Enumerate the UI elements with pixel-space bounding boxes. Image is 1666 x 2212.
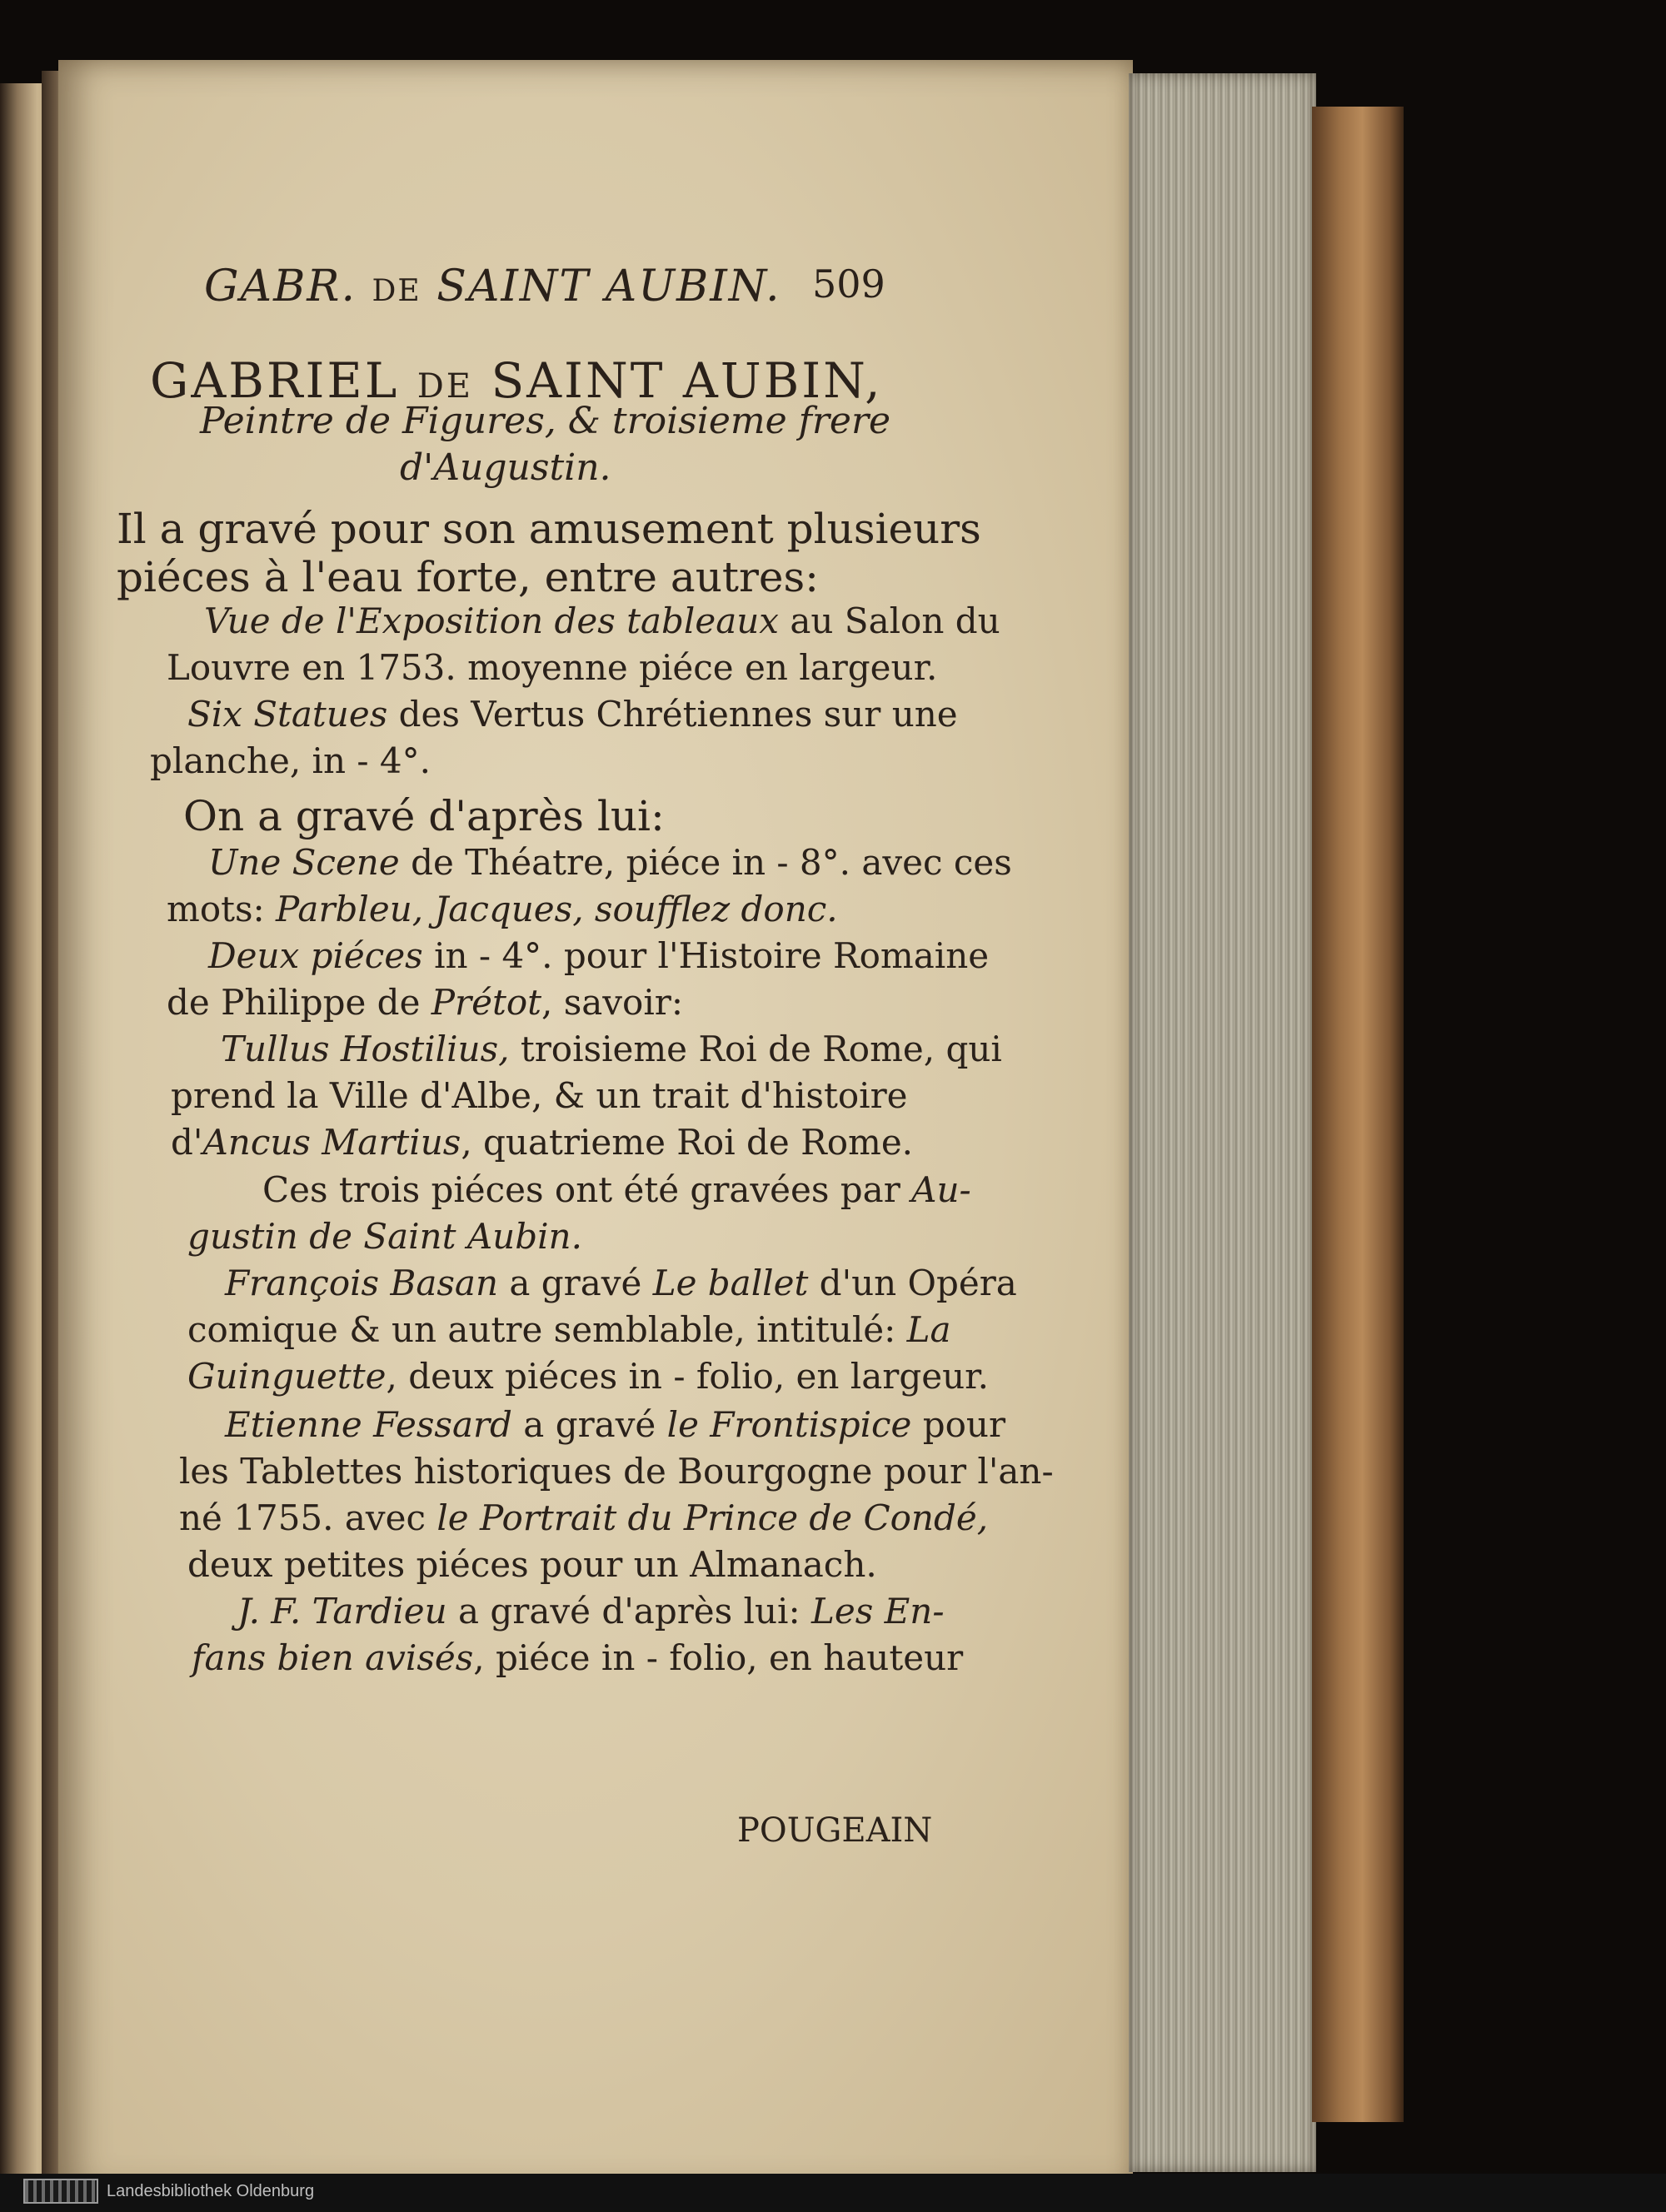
text-line xyxy=(117,553,820,601)
text-segment: comique & un autre semblable, intitulé: xyxy=(187,1309,907,1350)
text-line xyxy=(237,1591,945,1632)
page-edges-stack xyxy=(1129,73,1316,2172)
text-line xyxy=(187,1356,989,1397)
italic-segment: Ancus Martius xyxy=(202,1122,461,1163)
text-line xyxy=(262,1169,971,1210)
title-name1: GABRIEL xyxy=(150,352,400,409)
italic-segment: le Portrait du Prince de Condé, xyxy=(436,1497,989,1538)
text-line xyxy=(204,600,1000,641)
italic-segment: François Basan xyxy=(225,1263,499,1303)
text-line xyxy=(179,1497,989,1538)
text-line xyxy=(225,1263,1017,1303)
text-segment: les Tablettes historiques de Bourgogne pour l'an- xyxy=(179,1451,1054,1492)
text-segment: au Salon du xyxy=(779,600,1000,641)
italic-segment: Au- xyxy=(911,1169,971,1210)
text-segment: in - 4°. pour l'Histoire Romaine xyxy=(422,935,990,976)
text-line xyxy=(208,842,1012,883)
text-line xyxy=(221,1029,1002,1069)
text-segment: a gravé xyxy=(498,1263,653,1303)
page-number: 509 xyxy=(812,262,885,306)
italic-segment: gustin de Saint Aubin. xyxy=(187,1216,582,1257)
text-segment: deux petites piéces pour un Almanach. xyxy=(187,1544,877,1585)
text-segment: , deux piéces in - folio, en largeur. xyxy=(386,1356,989,1397)
text-segment: pour xyxy=(911,1404,1006,1445)
text-line xyxy=(187,1216,582,1257)
text-segment: piéces à l'eau forte, entre autres: xyxy=(117,553,820,601)
text-line xyxy=(117,505,981,553)
italic-segment: fans bien avisés xyxy=(192,1637,474,1678)
text-line xyxy=(187,1544,877,1585)
italic-segment: Tullus Hostilius, xyxy=(221,1029,510,1069)
running-head-de: DE xyxy=(372,274,421,308)
text-segment: mots: xyxy=(167,889,277,929)
text-segment: de Philippe de xyxy=(167,982,431,1023)
text-line xyxy=(208,935,990,976)
italic-segment: Le ballet xyxy=(652,1263,809,1303)
entry-subtitle-continued: d'Augustin. xyxy=(400,446,611,489)
text-segment: a gravé xyxy=(511,1404,667,1445)
text-line xyxy=(171,1122,914,1163)
text-segment: né 1755. avec xyxy=(179,1497,437,1538)
text-line xyxy=(192,1637,964,1678)
text-line xyxy=(225,1404,1006,1445)
title-de: DE xyxy=(416,367,473,406)
footer-library-name: Landesbibliothek Oldenburg xyxy=(107,2182,315,2200)
text-segment: planche, in - 4°. xyxy=(150,740,431,781)
text-segment: d'un Opéra xyxy=(808,1263,1017,1303)
text-segment: , savoir: xyxy=(541,982,683,1023)
text-segment: des Vertus Chrétiennes sur une xyxy=(387,694,958,735)
running-head-name: SAINT AUBIN. xyxy=(436,262,781,311)
text-line xyxy=(150,740,431,781)
text-segment: troisieme Roi de Rome, qui xyxy=(509,1029,1002,1069)
text-line xyxy=(171,1075,908,1116)
italic-segment: le Frontispice xyxy=(666,1404,912,1445)
italic-segment: Prétot xyxy=(431,982,542,1023)
text-segment: Il a gravé pour son amusement plusieurs xyxy=(117,505,981,553)
title-name2: SAINT AUBIN, xyxy=(491,352,883,409)
text-line xyxy=(167,982,683,1023)
italic-segment: Six Statues xyxy=(187,694,388,735)
italic-segment: Les En- xyxy=(811,1591,945,1632)
text-segment: Louvre en 1753. moyenne piéce en largeur. xyxy=(167,647,938,688)
running-head-prefix: GABR. xyxy=(204,262,357,311)
text-line xyxy=(187,1309,951,1350)
italic-segment: Guinguette xyxy=(187,1356,387,1397)
entry-title xyxy=(150,352,883,409)
text-segment: , quatrieme Roi de Rome. xyxy=(461,1122,914,1163)
catchword: POUGEAIN xyxy=(737,1811,933,1850)
italic-segment: Vue de l'Exposition des tableaux xyxy=(204,600,779,641)
italic-segment: La xyxy=(906,1309,951,1350)
text-line xyxy=(167,889,838,929)
text-segment: , piéce in - folio, en hauteur xyxy=(473,1637,964,1678)
text-line xyxy=(179,1451,1054,1492)
italic-segment: Etienne Fessard xyxy=(225,1404,512,1445)
text-segment: Ces trois piéces ont été gravées par xyxy=(262,1169,912,1210)
italic-segment: J. F. Tardieu xyxy=(237,1591,447,1632)
book-cover-edge xyxy=(1312,107,1404,2122)
library-logo-icon xyxy=(23,2179,98,2204)
italic-segment: Une Scene xyxy=(208,842,400,883)
text-line xyxy=(187,694,958,735)
entry-subtitle: Peintre de Figures, & troisieme frere xyxy=(200,400,891,442)
running-head xyxy=(204,262,781,311)
text-segment: de Théatre, piéce in - 8°. avec ces xyxy=(399,842,1012,883)
text-segment: a gravé d'après lui: xyxy=(446,1591,811,1632)
text-segment: prend la Ville d'Albe, & un trait d'histoire xyxy=(171,1075,908,1116)
italic-segment: Parbleu, Jacques, soufflez donc. xyxy=(276,889,838,929)
text-line xyxy=(183,792,665,840)
text-line xyxy=(167,647,938,688)
text-segment: On a gravé d'après lui: xyxy=(183,792,665,840)
text-segment: d' xyxy=(171,1122,203,1163)
italic-segment: Deux piéces xyxy=(208,935,423,976)
